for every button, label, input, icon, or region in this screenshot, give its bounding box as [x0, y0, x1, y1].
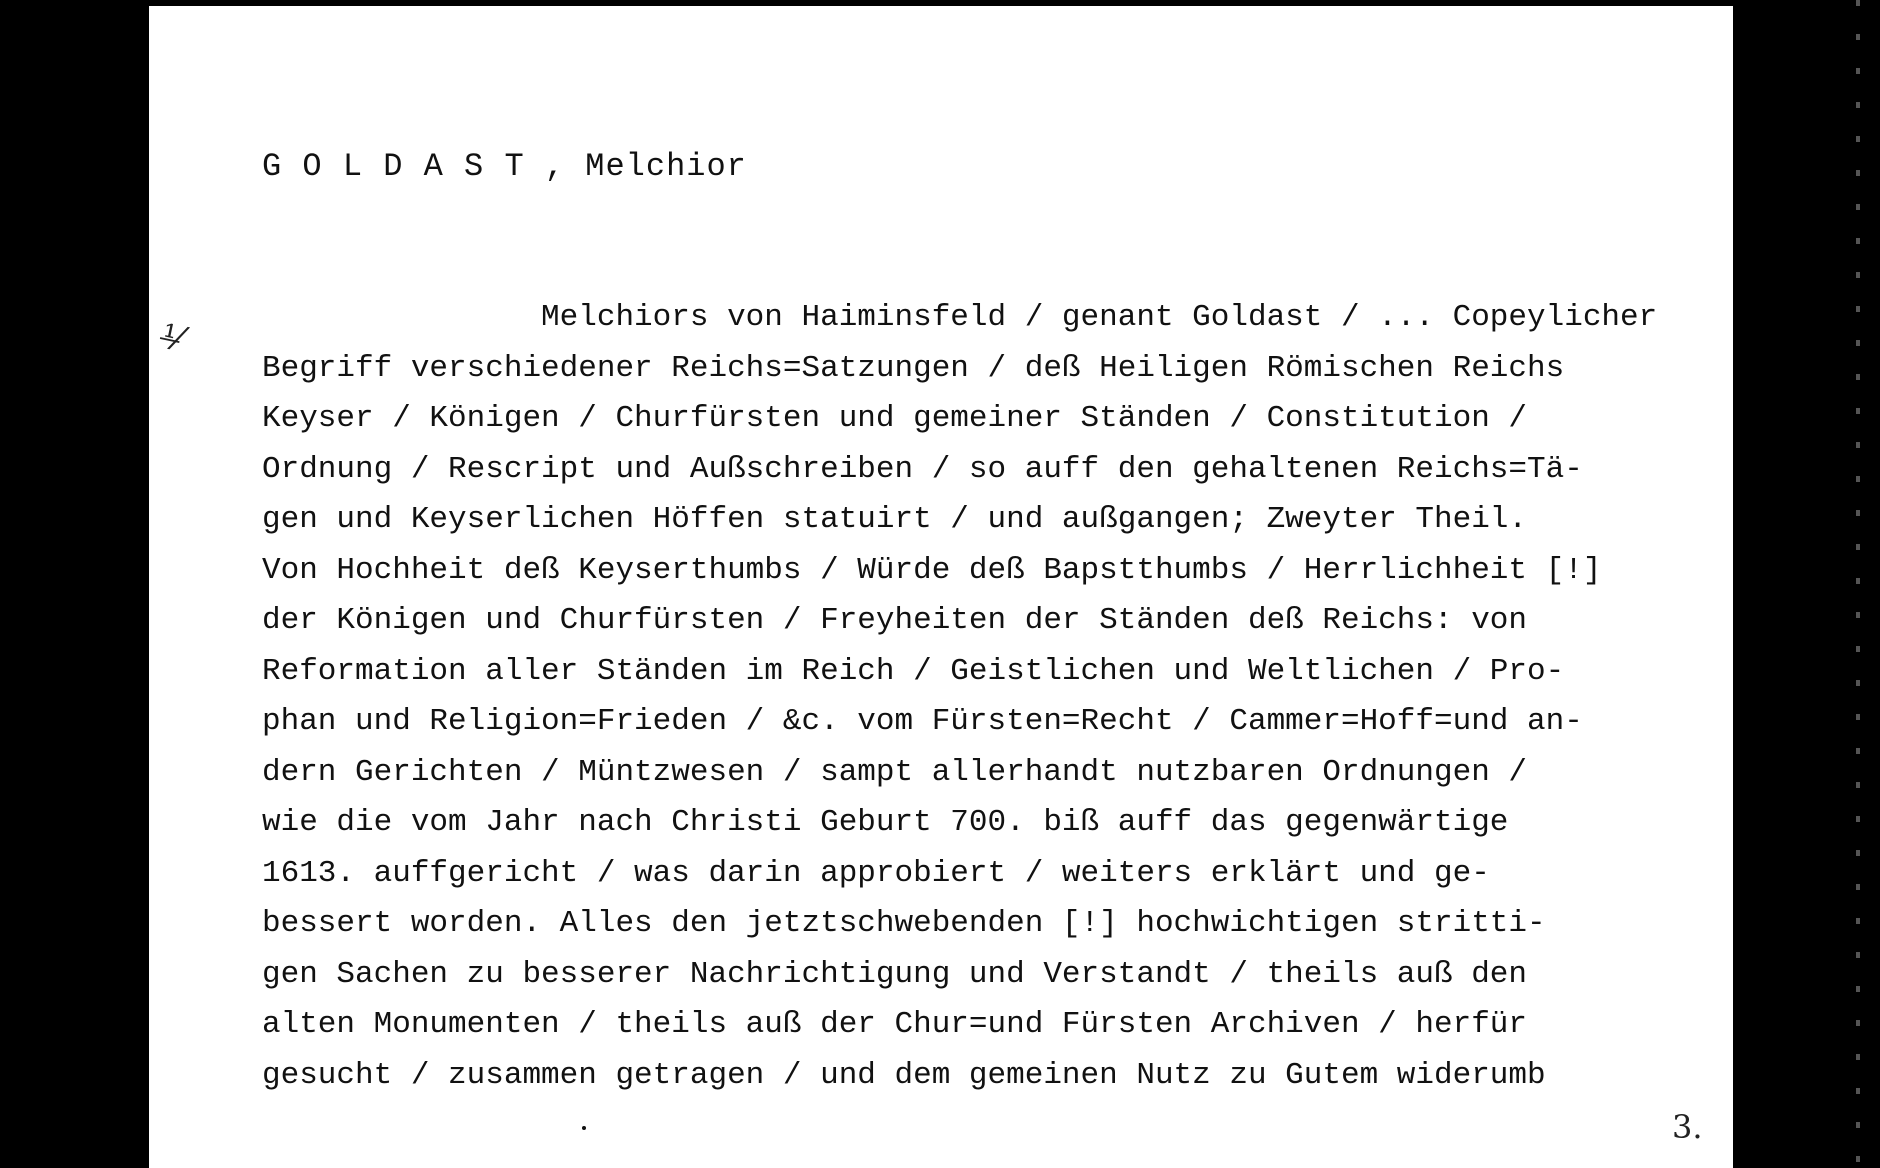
- body-line: gen Sachen zu besserer Nachrichtigung und Verstandt / theils auß den: [262, 957, 1528, 992]
- ink-dot: [582, 1126, 586, 1130]
- header-separator: ,: [544, 148, 566, 185]
- body-line: Von Hochheit deß Keyserthumbs / Würde deß Bapstthumbs / Herrlichheit [!]: [262, 553, 1602, 588]
- body-line: phan und Religion=Frieden / &c. vom Fürsten=Recht / Cammer=Hoff=und an-: [262, 704, 1583, 739]
- author-given-name: Melchior: [585, 148, 747, 185]
- page-number: 3.: [1672, 1108, 1703, 1146]
- body-line: Keyser / Königen / Churfürsten und gemeiner Ständen / Constitution /: [262, 401, 1528, 436]
- body-line: 1613. auffgericht / was darin approbiert / weiters erklärt und ge-: [262, 856, 1490, 891]
- body-line: alten Monumenten / theils auß der Chur=und Fürsten Archiven / herfür: [262, 1007, 1528, 1042]
- body-line: dern Gerichten / Müntzwesen / sampt allerhandt nutzbaren Ordnungen /: [262, 755, 1528, 790]
- body-line: Melchiors von Haiminsfeld / genant Goldast / ... Copeylicher: [262, 300, 1658, 335]
- card-header: [262, 148, 747, 185]
- body-line: der Königen und Churfürsten / Freyheiten der Ständen deß Reichs: von: [262, 603, 1528, 638]
- body-line: gesucht / zusammen getragen / und dem gemeinen Nutz zu Gutem widerumb: [262, 1058, 1546, 1093]
- scan-edge: [1856, 0, 1860, 1168]
- body-line: Begriff verschiedener Reichs=Satzungen / deß Heiligen Römischen Reichs: [262, 351, 1565, 386]
- body-line: gen und Keyserlichen Höffen statuirt / und außgangen; Zweyter Theil.: [262, 502, 1528, 537]
- body-line: bessert worden. Alles den jetztschwebenden [!] hochwichtigen stritti-: [262, 906, 1546, 941]
- body-line: Ordnung / Rescript und Außschreiben / so auff den gehaltenen Reichs=Tä-: [262, 452, 1583, 487]
- body-line: wie die vom Jahr nach Christi Geburt 700. biß auff das gegenwärtige: [262, 805, 1509, 840]
- handwritten-margin-mark: ⅟̶: [158, 316, 186, 360]
- body-line: Reformation aller Ständen im Reich / Geistlichen und Weltlichen / Pro-: [262, 654, 1565, 689]
- author-surname: G O L D A S T: [262, 148, 525, 185]
